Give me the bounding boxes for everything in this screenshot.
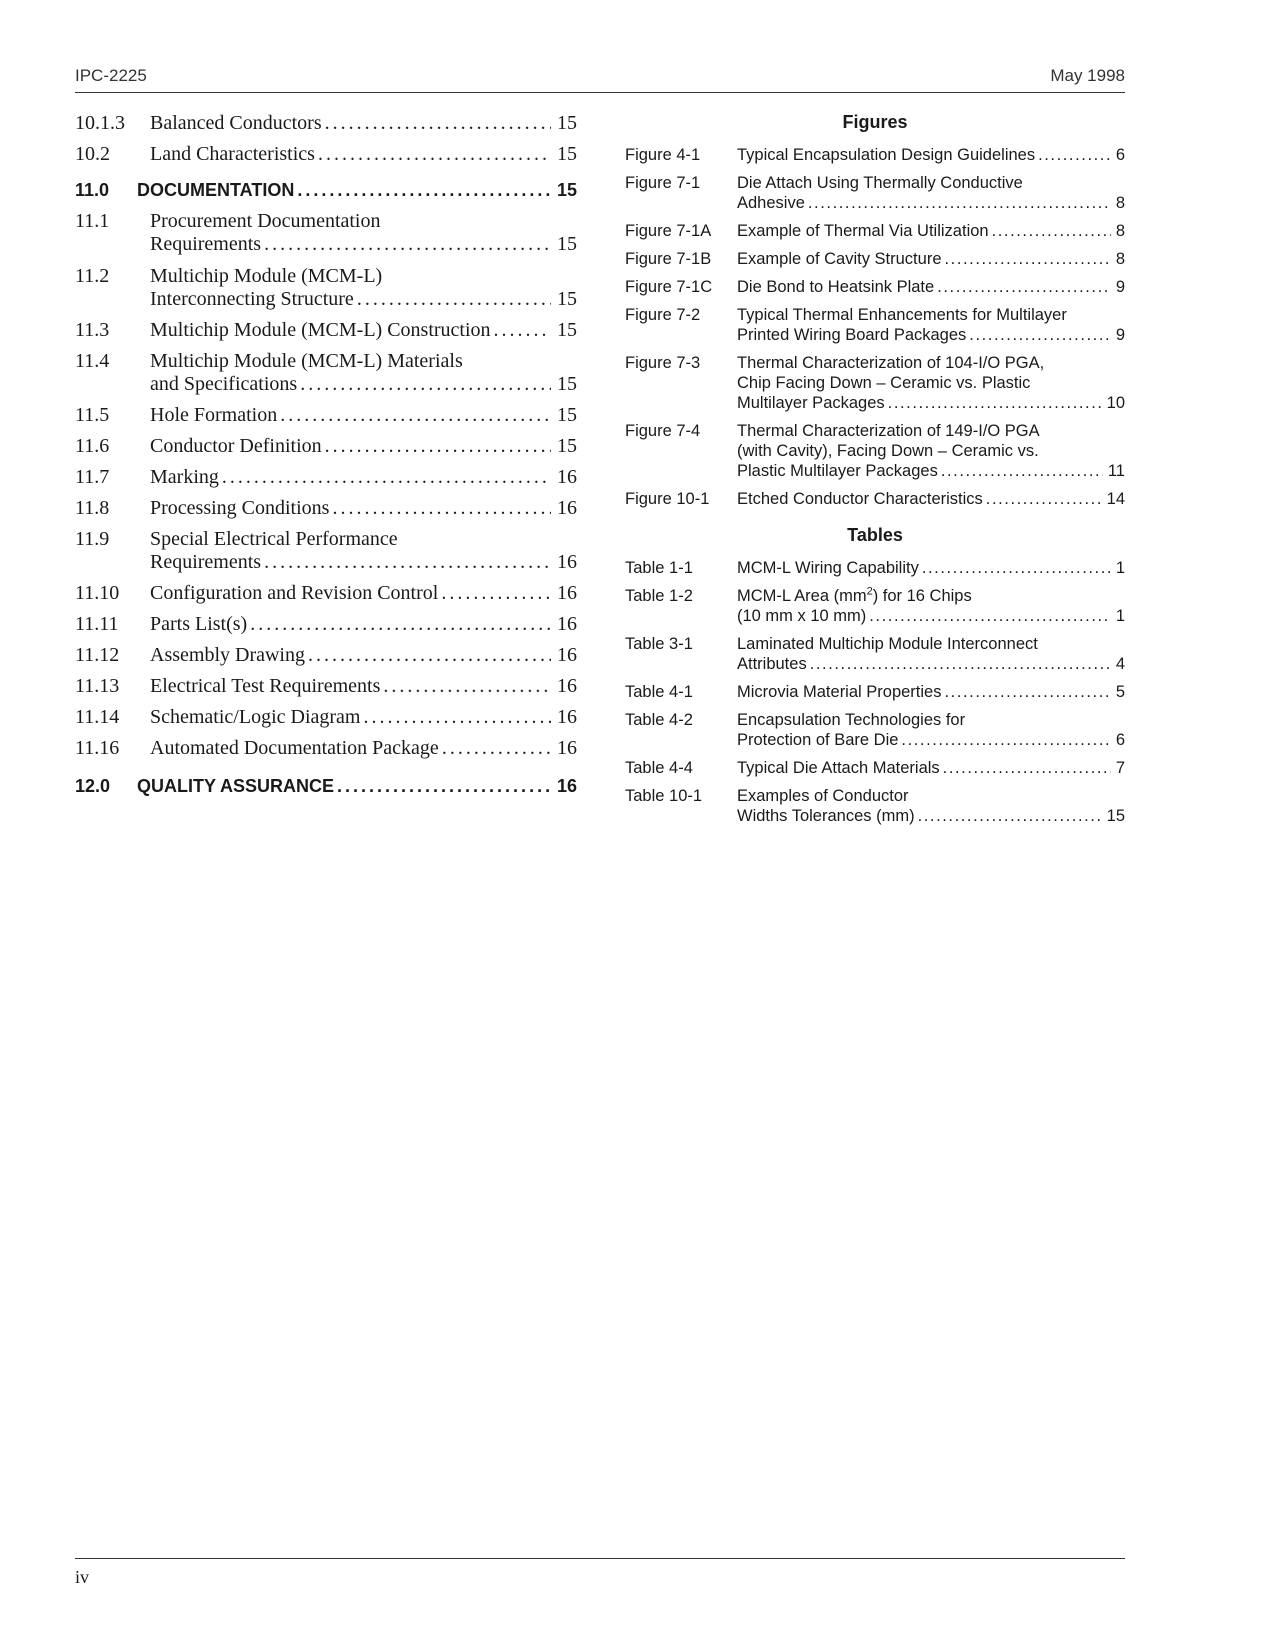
table-number: Table 1-1 <box>625 559 693 577</box>
toc-entry-body <box>150 466 577 489</box>
toc-entry-number: 11.11 <box>75 613 119 635</box>
toc-entry-number: 11.2 <box>75 265 110 287</box>
dot-leader <box>300 373 551 396</box>
figure-number: Figure 7-3 <box>625 354 701 372</box>
figures-heading: Figures <box>842 112 908 132</box>
dot-leader <box>222 466 551 489</box>
document-id: IPC-2225 <box>75 66 147 85</box>
toc-entry-body <box>150 737 577 760</box>
figure-page: 9 <box>1115 278 1125 296</box>
dot-leader <box>937 277 1111 297</box>
toc-entry-body <box>150 706 577 729</box>
toc-entry-line <box>150 112 577 135</box>
table-line <box>737 730 1125 750</box>
figure-title: Example of Thermal Via Utilization <box>737 222 989 240</box>
toc-entry-line <box>150 644 577 667</box>
toc-entry-page: 16 <box>557 497 577 519</box>
figure-entry <box>625 145 1125 165</box>
toc-entry-line <box>150 143 577 166</box>
figure-line <box>737 221 1125 241</box>
toc-entry-body <box>150 143 577 166</box>
dot-leader <box>250 613 551 636</box>
page-footer <box>75 1558 1125 1587</box>
toc-entry-title: DOCUMENTATION <box>137 180 295 200</box>
dot-leader <box>869 606 1111 626</box>
dot-leader <box>992 221 1111 241</box>
toc-entry-page: 16 <box>556 776 577 796</box>
figure-line <box>737 305 1125 325</box>
toc-entry-page: 16 <box>557 582 577 604</box>
dot-leader <box>308 644 551 667</box>
table-title: Examples of Conductor <box>737 787 909 805</box>
toc-entry-title: Multichip Module (MCM-L) Construction <box>150 319 491 341</box>
table-number: Table 1-2 <box>625 587 693 605</box>
figure-body <box>737 221 1125 241</box>
table-title: MCM-L Area $(mm^2)$ for 16 Chips <box>737 585 972 605</box>
toc-entry-title: Multichip Module (MCM-L) Materials <box>150 350 463 372</box>
table-number: Table 4-4 <box>625 759 693 777</box>
toc-entry-title: Assembly Drawing <box>150 644 305 666</box>
figure-title: Typical Encapsulation Design Guidelines <box>737 146 1036 164</box>
figure-number: Figure 7-2 <box>625 306 701 324</box>
toc-entry-body <box>150 497 577 520</box>
toc-entry-page: 15 <box>557 435 577 457</box>
figure-line <box>737 249 1125 269</box>
table-page: 1 <box>1115 559 1125 577</box>
toc-entry-number: 10.2 <box>75 143 110 165</box>
toc-entry <box>75 706 577 729</box>
toc-entry <box>75 466 577 489</box>
figure-entry <box>625 489 1125 509</box>
dot-leader <box>986 489 1102 509</box>
figure-line <box>737 393 1125 413</box>
toc-entry-page: 16 <box>557 644 577 666</box>
table-entry <box>625 558 1125 578</box>
toc-entry-page: 15 <box>557 143 577 165</box>
toc-entry-page: 16 <box>557 737 577 759</box>
figure-title: Thermal Characterization of 149-I/O PGA <box>737 422 1040 440</box>
dot-leader <box>810 654 1111 674</box>
toc-entry <box>75 143 577 166</box>
toc-entry-number: 11.14 <box>75 706 120 728</box>
toc-entry-body <box>150 582 577 605</box>
table-line <box>737 654 1125 674</box>
figure-line <box>737 461 1125 481</box>
toc-entry-body <box>150 613 577 636</box>
dot-leader <box>888 393 1102 413</box>
figure-line <box>737 421 1125 441</box>
figure-title: Chip Facing Down – Ceramic vs. Plastic <box>737 374 1031 392</box>
figure-body <box>737 353 1125 413</box>
toc-entry-number: 11.9 <box>75 528 110 550</box>
figure-number: Figure 7-1C <box>625 278 713 296</box>
figure-entry <box>625 277 1125 297</box>
toc-entry-line <box>150 435 577 458</box>
dot-leader <box>357 288 551 311</box>
figure-line <box>737 441 1125 461</box>
toc-entry-title: Configuration and Revision Control <box>150 582 439 604</box>
dot-leader <box>325 112 551 135</box>
toc-entry-title: Automated Documentation Package <box>150 737 439 759</box>
figure-title: (with Cavity), Facing Down – Ceramic vs. <box>737 442 1039 460</box>
figure-title: Plastic Multilayer Packages <box>737 462 938 480</box>
figure-line <box>737 193 1125 213</box>
table-title: Microvia Material Properties <box>737 683 942 701</box>
toc-entry-page: 16 <box>557 675 577 697</box>
toc-entry-page: 15 <box>557 233 577 255</box>
dot-leader <box>264 551 551 574</box>
toc-entry-title: Electrical Test Requirements <box>150 675 381 697</box>
toc-entry-line <box>150 497 577 520</box>
table-entry <box>625 586 1125 626</box>
dot-leader <box>297 179 551 202</box>
dot-leader <box>441 582 551 605</box>
table-body <box>737 758 1125 778</box>
toc-entry-number: 11.12 <box>75 644 120 666</box>
toc-entry-line <box>137 179 577 202</box>
toc-entry <box>75 112 577 135</box>
figure-line <box>737 325 1125 345</box>
figure-line <box>737 145 1125 165</box>
toc-entry-body <box>137 179 577 202</box>
toc-entry-line <box>150 706 577 729</box>
dot-leader <box>943 758 1111 778</box>
toc-entry-number: 11.16 <box>75 737 120 759</box>
figure-number: Figure 10-1 <box>625 490 710 508</box>
figure-title: Die Attach Using Thermally Conductive <box>737 174 1023 192</box>
figure-page: 6 <box>1115 146 1125 164</box>
toc-entry-title: Conductor Definition <box>150 435 322 457</box>
dot-leader <box>325 435 551 458</box>
toc-entry-page: 16 <box>557 706 577 728</box>
toc-entry-line <box>150 613 577 636</box>
figure-title: Etched Conductor Characteristics <box>737 490 983 508</box>
table-body <box>737 682 1125 702</box>
toc-sections <box>75 112 577 798</box>
toc-entry-page: 16 <box>557 551 577 573</box>
toc-entry <box>75 404 577 427</box>
toc-entry <box>75 737 577 760</box>
toc-entry <box>75 210 577 256</box>
dot-leader <box>318 143 551 166</box>
table-line <box>737 558 1125 578</box>
table-entry <box>625 758 1125 778</box>
toc-entry-body <box>150 435 577 458</box>
toc-entry-line <box>150 737 577 760</box>
toc-entry-body <box>150 528 577 574</box>
figure-line <box>737 353 1125 373</box>
toc-entry-line <box>150 210 577 233</box>
table-body <box>737 586 1125 626</box>
table-title: Protection of Bare Die <box>737 731 899 749</box>
dot-leader <box>901 730 1110 750</box>
toc-entry-page: 15 <box>557 288 577 310</box>
page-number: iv <box>75 1567 90 1587</box>
toc-entry-line <box>150 288 577 311</box>
toc-entry-line <box>150 319 577 342</box>
toc-entry-number: 11.8 <box>75 497 110 519</box>
table-page: 15 <box>1106 807 1125 825</box>
dot-leader <box>494 319 551 342</box>
figure-number: Figure 7-1 <box>625 174 701 192</box>
dot-leader <box>945 249 1111 269</box>
toc-entry-line <box>150 265 577 288</box>
figure-title: Adhesive <box>737 194 805 212</box>
table-page: 5 <box>1115 683 1125 701</box>
table-page: 7 <box>1115 759 1125 777</box>
table-number: Table 3-1 <box>625 635 693 653</box>
figure-line <box>737 277 1125 297</box>
table-entry <box>625 634 1125 674</box>
figure-page: 9 <box>1115 326 1125 344</box>
toc-entry-page: 15 <box>557 373 577 395</box>
toc-entry-title: and Specifications <box>150 373 298 395</box>
table-line <box>737 710 1125 730</box>
table-number: Table 10-1 <box>625 787 703 805</box>
table-page: 6 <box>1115 731 1125 749</box>
toc-entry-body <box>150 319 577 342</box>
table-line <box>737 634 1125 654</box>
toc-entry-title: Balanced Conductors <box>150 112 322 134</box>
figure-line <box>737 489 1125 509</box>
toc-entry-title: Processing Conditions <box>150 497 330 519</box>
toc-entry-number: 11.1 <box>75 210 110 232</box>
toc-entry-body <box>150 675 577 698</box>
toc-entry-page: 16 <box>557 613 577 635</box>
toc-entry-title: Procurement Documentation <box>150 210 381 232</box>
figure-line <box>737 373 1125 393</box>
table-title: MCM-L Wiring Capability <box>737 559 919 577</box>
dot-leader <box>941 461 1103 481</box>
toc-entry-page: 15 <box>557 319 577 341</box>
dot-leader <box>944 682 1110 702</box>
toc-entry-body <box>150 404 577 427</box>
toc-entry-body <box>150 644 577 667</box>
toc-entry-title: Multichip Module (MCM-L) <box>150 265 383 287</box>
dot-leader <box>808 193 1111 213</box>
toc-entry-page: 15 <box>556 180 577 200</box>
figure-body <box>737 489 1125 509</box>
toc-entry-line <box>150 675 577 698</box>
table-number: Table 4-1 <box>625 683 693 701</box>
figure-number: Figure 7-1B <box>625 250 712 268</box>
figure-number: Figure 4-1 <box>625 146 701 164</box>
figure-page: 8 <box>1115 250 1125 268</box>
toc-entry-line <box>150 528 577 551</box>
toc-entry-title: Interconnecting Structure <box>150 288 354 310</box>
toc-entry-number: 11.13 <box>75 675 120 697</box>
toc-entry-title: Marking <box>150 466 219 488</box>
figure-page: 8 <box>1115 222 1125 240</box>
table-line <box>737 586 1125 606</box>
table-line <box>737 682 1125 702</box>
table-title-cont: ) for 16 Chips <box>872 587 972 605</box>
toc-entry <box>75 265 577 311</box>
toc-entry <box>75 582 577 605</box>
toc-entry-title: Requirements <box>150 233 262 255</box>
dot-leader <box>969 325 1111 345</box>
toc-entry-title: Land Characteristics <box>150 143 315 165</box>
toc-entry <box>75 613 577 636</box>
figure-page: 8 <box>1115 194 1125 212</box>
toc-figures-tables <box>625 112 1125 826</box>
toc-entry-number: 11.5 <box>75 404 110 426</box>
toc-entry-page: 16 <box>557 466 577 488</box>
figure-body <box>737 173 1125 213</box>
toc-entry-body <box>150 210 577 256</box>
toc-entry-body <box>137 775 577 798</box>
toc-entry <box>75 497 577 520</box>
figure-line <box>737 173 1125 193</box>
figure-entry <box>625 221 1125 241</box>
table-body <box>737 634 1125 674</box>
toc-entry-number: 11.7 <box>75 466 110 488</box>
dot-leader <box>264 233 551 256</box>
figure-page: 14 <box>1106 490 1125 508</box>
table-body <box>737 710 1125 750</box>
tables-heading: Tables <box>847 525 903 545</box>
toc-entry-body <box>150 350 577 396</box>
figure-body <box>737 277 1125 297</box>
figure-body <box>737 145 1125 165</box>
table-title: Encapsulation Technologies for <box>737 711 966 729</box>
dot-leader <box>1038 145 1111 165</box>
toc-entry <box>75 528 577 574</box>
tables-list <box>625 558 1125 826</box>
dot-leader <box>918 806 1102 826</box>
figure-page: 11 <box>1107 462 1125 480</box>
dot-leader <box>363 706 551 729</box>
toc-entry-line <box>150 404 577 427</box>
toc-entry-line <box>137 775 577 798</box>
toc-entry-line <box>150 466 577 489</box>
table-page: 4 <box>1115 655 1125 673</box>
toc-entry-line <box>150 350 577 373</box>
dot-leader <box>332 497 551 520</box>
toc-entry-line <box>150 551 577 574</box>
toc-entry <box>75 675 577 698</box>
table-line <box>737 806 1125 826</box>
dot-leader <box>383 675 551 698</box>
figures-list <box>625 145 1125 509</box>
dot-leader <box>280 404 551 427</box>
toc-entry-number: 11.3 <box>75 319 110 341</box>
table-title: Typical Die Attach Materials <box>737 759 940 777</box>
table-entry <box>625 710 1125 750</box>
table-page: 1 <box>1115 607 1125 625</box>
toc-entry-number: 11.0 <box>75 180 110 200</box>
toc-entry-title: QUALITY ASSURANCE <box>137 776 335 796</box>
table-entry <box>625 786 1125 826</box>
figure-title: Die Bond to Heatsink Plate <box>737 278 935 296</box>
toc-entry-body <box>150 265 577 311</box>
toc-entry <box>75 319 577 342</box>
toc-entry-title: Parts List(s) <box>150 613 248 635</box>
figure-entry <box>625 249 1125 269</box>
toc-entry-number: 10.1.3 <box>75 112 125 134</box>
dot-leader <box>922 558 1111 578</box>
toc-entry <box>75 350 577 396</box>
table-entry <box>625 682 1125 702</box>
table-line <box>737 606 1125 626</box>
toc-entry-page: 15 <box>557 404 577 426</box>
figure-number: Figure 7-4 <box>625 422 701 440</box>
toc-entry-line <box>150 582 577 605</box>
dot-leader <box>337 775 551 798</box>
figure-entry <box>625 421 1125 481</box>
figure-title: Multilayer Packages <box>737 394 885 412</box>
toc-entry-line <box>150 373 577 396</box>
figure-body <box>737 305 1125 345</box>
page-header <box>75 62 1125 93</box>
document-date: May 1998 <box>1050 66 1125 85</box>
toc-entry-number: 11.4 <box>75 350 110 372</box>
toc-entry <box>75 435 577 458</box>
toc-entry-title: Requirements <box>150 551 262 573</box>
table-title: (10 mm x 10 mm) <box>737 607 867 625</box>
toc-entry <box>75 644 577 667</box>
toc-entry-number: 12.0 <box>75 776 111 796</box>
toc-entry-title: Special Electrical Performance <box>150 528 398 550</box>
table-line <box>737 786 1125 806</box>
toc-entry-page: 15 <box>557 112 577 134</box>
table-body <box>737 558 1125 578</box>
figure-entry <box>625 353 1125 413</box>
table-body <box>737 786 1125 826</box>
figure-entry <box>625 305 1125 345</box>
table-title: Attributes <box>737 655 807 673</box>
toc-entry-body <box>150 112 577 135</box>
toc-entry <box>75 179 577 202</box>
toc-entry-number: 11.10 <box>75 582 120 604</box>
table-number: Table 4-2 <box>625 711 693 729</box>
table-title: Widths Tolerances (mm) <box>737 807 915 825</box>
table-title: Laminated Multichip Module Interconnect <box>737 635 1038 653</box>
figure-title: Printed Wiring Board Packages <box>737 326 967 344</box>
toc-entry-title: Schematic/Logic Diagram <box>150 706 361 728</box>
figure-body <box>737 421 1125 481</box>
figure-title: Thermal Characterization of 104-I/O PGA, <box>737 354 1045 372</box>
superscript: 2 <box>866 585 873 598</box>
figure-title: Example of Cavity Structure <box>737 250 942 268</box>
toc-entry-line <box>150 233 577 256</box>
figure-number: Figure 7-1A <box>625 222 712 240</box>
figure-page: 10 <box>1106 394 1125 412</box>
dot-leader <box>442 737 551 760</box>
toc-entry-number: 11.6 <box>75 435 110 457</box>
toc-entry <box>75 775 577 798</box>
figure-body <box>737 249 1125 269</box>
table-line <box>737 758 1125 778</box>
figure-title: Typical Thermal Enhancements for Multilayer <box>737 306 1067 324</box>
toc-entry-title: Hole Formation <box>150 404 278 426</box>
figure-entry <box>625 173 1125 213</box>
